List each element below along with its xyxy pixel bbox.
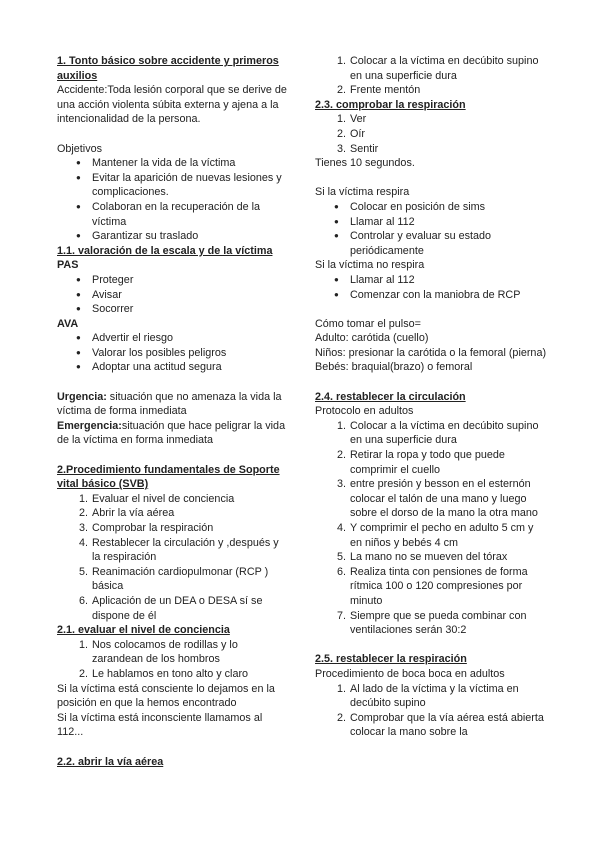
- list-item: ● Adoptar una actitud segura: [57, 360, 289, 375]
- pulso-title: Cómo tomar el pulso=: [315, 317, 421, 330]
- list-item: ● Socorrer: [57, 302, 289, 317]
- list-item: ● Colocar en posición de sims: [315, 200, 547, 215]
- pulso-ninos: Niños: presionar la carótida o la femoral (pierna): [315, 346, 547, 359]
- respira-list: [315, 200, 547, 258]
- section-2-4-title: 2.4. restablecer la circulación: [315, 390, 466, 403]
- section-2-3-title: 2.3. comprobar la respiración: [315, 98, 466, 111]
- list-item: ● Valorar los posibles peligros: [57, 346, 289, 361]
- section-1-1-title: 1.1. valoración de la escala y de la víctima: [57, 244, 273, 257]
- left-column: [57, 54, 289, 769]
- pas-label: PAS: [57, 259, 79, 272]
- list-item: ● Proteger: [57, 273, 289, 288]
- no-respira-label: Si la víctima no respira: [315, 259, 425, 272]
- list-item: 1 . Evaluar el nivel de conciencia: [57, 492, 289, 507]
- list-item: 6 . Realiza tinta con pensiones de forma rítmica 100 o 120 compresiones por minuto: [315, 565, 547, 609]
- list-item: 7 . Siempre que se pueda combinar con ventilaciones serán 30:2: [315, 609, 547, 638]
- list-item: ● Avisar: [57, 288, 289, 303]
- list-item: 2 . Frente mentón: [315, 83, 547, 98]
- tiempo-text: Tienes 10 segundos.: [315, 157, 415, 170]
- list-item: 2 . Retirar la ropa y todo que puede comprimir el cuello: [315, 448, 547, 477]
- no-respira-list: [315, 273, 547, 302]
- section-2-title: 2.Procedimiento fundamentales de Soporte vital básico (SVB): [57, 463, 280, 491]
- list-item: 6 . Aplicación de un DEA o DESA sí se dispone de él: [57, 594, 289, 623]
- section-2-1-title: 2.1. evaluar el nivel de conciencia: [57, 624, 230, 637]
- list-item: 4 . Restablecer la circulación y ,después y la respiración: [57, 536, 289, 565]
- s23-steps-list: [315, 112, 547, 156]
- urgencia-text: situación que no amenaza la vida la víctima de forma inmediata: [57, 390, 282, 418]
- list-item: ● Advertir el riesgo: [57, 331, 289, 346]
- urgencia-definition: [57, 390, 289, 419]
- list-item: 1 . Colocar a la víctima en decúbito supino en una superficie dura: [315, 419, 547, 448]
- list-item: 2 . Oír: [315, 127, 547, 142]
- s22-steps-list: [315, 54, 547, 98]
- pulso-adulto: Adulto: carótida (cuello): [315, 332, 429, 345]
- inconsciente-text: Si la víctima está inconsciente llamamos al 112...: [57, 711, 263, 739]
- section-2-4-subtitle: Protocolo en adultos: [315, 405, 414, 418]
- accident-definition: Accidente:Toda lesión corporal que se derive de una acción violenta súbita externa y ajena a la intencionalidad de la persona.: [57, 84, 287, 126]
- objetivos-label: Objetivos: [57, 142, 103, 155]
- svb-steps-list: [57, 492, 289, 623]
- section-1-title: 1. Tonto básico sobre accidente y primeros auxilios: [57, 55, 279, 82]
- list-item: 1 . Al lado de la víctima y la víctima en decúbito supino: [315, 682, 547, 711]
- list-item: 1 . Ver: [315, 112, 547, 127]
- list-item: ● Evitar la aparición de nuevas lesiones y complicaciones.: [57, 171, 289, 200]
- list-item: 3 . entre presión y besson en el esternón colocar el talón de una mano y luego sobre el dorso de la mano la otra mano: [315, 477, 547, 521]
- list-item: 2 . Comprobar que la vía aérea está abierta colocar la mano sobre la: [315, 711, 547, 740]
- list-item: ● Llamar al 112: [315, 215, 547, 230]
- list-item: 4 . Y comprimir el pecho en adulto 5 cm y en niños y bebés 4 cm: [315, 521, 547, 550]
- emergencia-definition: [57, 419, 289, 448]
- section-2-5-subtitle: Procedimiento de boca boca en adultos: [315, 667, 505, 680]
- list-item: 2 . Abrir la vía aérea: [57, 506, 289, 521]
- pulso-bebes: Bebés: braquial(brazo) o femoral: [315, 361, 473, 374]
- objetivos-list: [57, 156, 289, 244]
- ava-list: [57, 331, 289, 375]
- list-item: ● Mantener la vida de la víctima: [57, 156, 289, 171]
- ava-label: AVA: [57, 317, 79, 330]
- list-item: ● Llamar al 112: [315, 273, 547, 288]
- consciente-text: Si la víctima está consciente lo dejamos en la posición en que la hemos encontrado: [57, 682, 275, 710]
- respira-label: Si la víctima respira: [315, 186, 410, 199]
- s25-steps-list: [315, 682, 547, 740]
- list-item: ● Colaboran en la recuperación de la víctima: [57, 200, 289, 229]
- pas-list: [57, 273, 289, 317]
- list-item: 3 . Comprobar la respiración: [57, 521, 289, 536]
- list-item: ● Garantizar su traslado: [57, 229, 289, 244]
- list-item: 5 . Reanimación cardiopulmonar (RCP ) básica: [57, 565, 289, 594]
- list-item: 5 . La mano no se mueven del tórax: [315, 550, 547, 565]
- right-column: [315, 54, 547, 740]
- emergencia-term: Emergencia:: [57, 419, 122, 432]
- s21-steps-list: [57, 638, 289, 682]
- emergencia-text: situación que hace peligrar la vida de la víctima en forma inmediata: [57, 419, 286, 447]
- list-item: ● Controlar y evaluar su estado periódicamente: [315, 229, 547, 258]
- list-item: 1 . Colocar a la víctima en decúbito supino en una superficie dura: [315, 54, 547, 83]
- s24-steps-list: [315, 419, 547, 638]
- urgencia-term: Urgencia:: [57, 390, 107, 403]
- list-item: 2 . Le hablamos en tono alto y claro: [57, 667, 289, 682]
- section-2-2-title: 2.2. abrir la vía aérea: [57, 755, 164, 768]
- section-2-5-title: 2.5. restablecer la respiración: [315, 653, 467, 666]
- list-item: 3 . Sentir: [315, 142, 547, 157]
- list-item: 1 . Nos colocamos de rodillas y lo zarandean de los hombros: [57, 638, 289, 667]
- list-item: ● Comenzar con la maniobra de RCP: [315, 288, 547, 303]
